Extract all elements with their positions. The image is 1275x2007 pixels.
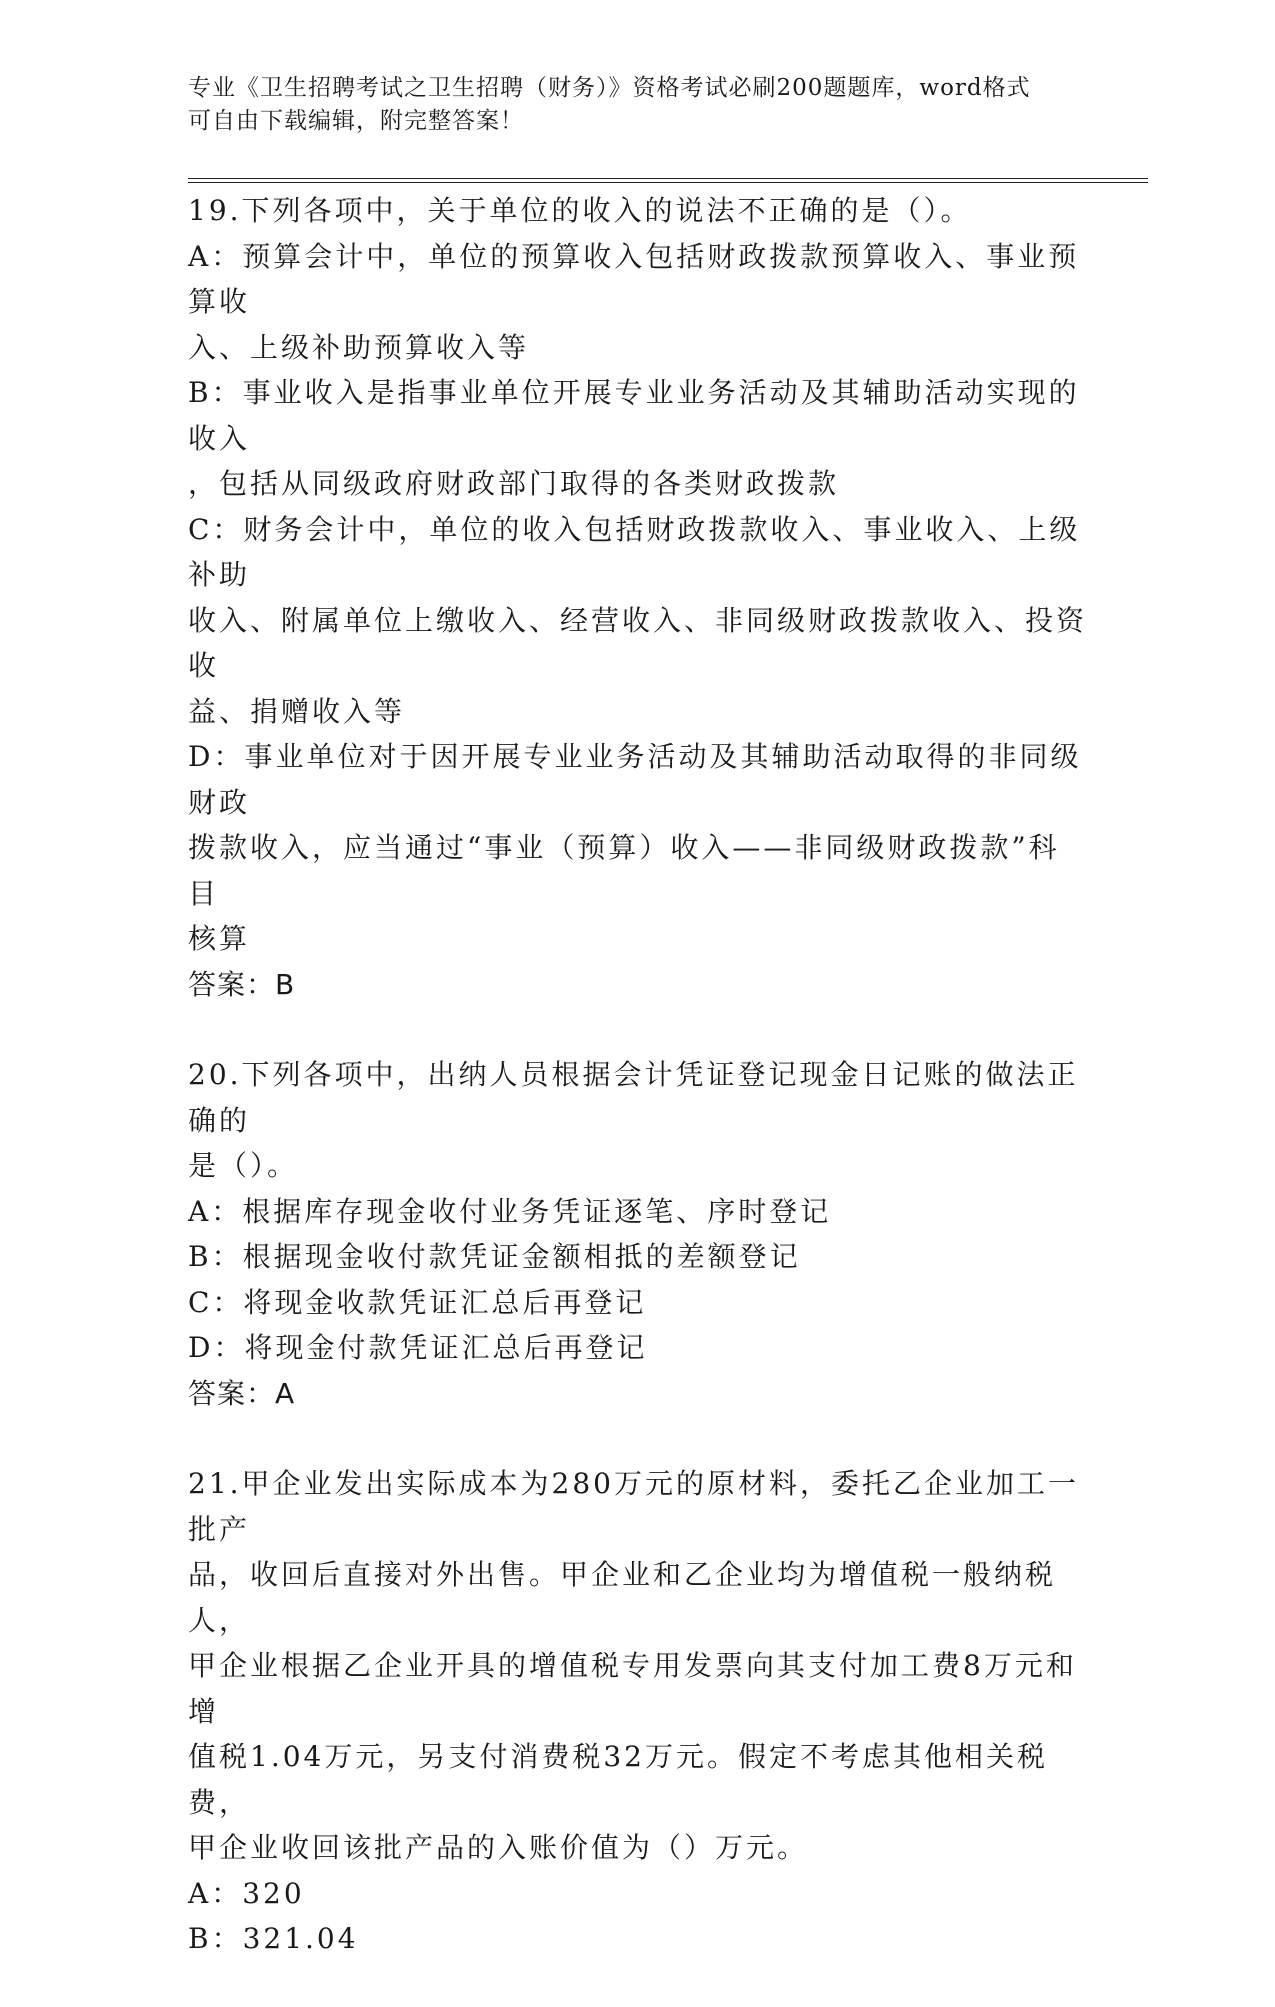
header-divider-bottom — [188, 182, 1148, 183]
header-line-2: 可自由下载编辑，附完整答案！ — [188, 108, 524, 134]
option-c-cont: 收入、附属单位上缴收入、经营收入、非同级财政拨款收入、投资收 — [188, 603, 1088, 682]
question-stem-cont: 是（）。 — [188, 1149, 299, 1182]
option-b-cont: ，包括从同级政府财政部门取得的各类财政拨款 — [188, 467, 840, 500]
answer-label: 答案：A — [188, 1376, 296, 1410]
option-a-cont: 入、上级补助预算收入等 — [188, 330, 530, 364]
document-header — [188, 72, 1068, 138]
question-stem: 20.下列各项中，出纳人员根据会计凭证登记现金日记账的做法正确的 — [188, 1058, 1079, 1137]
question-stem-cont: 品，收回后直接对外出售。甲企业和乙企业均为增值税一般纳税人， — [188, 1558, 1057, 1637]
option-d-cont: 核算 — [188, 922, 251, 955]
option-a: A：根据库存现金收付业务凭证逐笔、序时登记 — [188, 1194, 832, 1228]
option-b: B：根据现金收付款凭证金额相抵的差额登记 — [188, 1240, 801, 1273]
option-d: D：事业单位对于因开展专业业务活动及其辅助活动取得的非同级财政 — [188, 740, 1082, 819]
question-list — [188, 188, 1088, 2007]
header-line-1: 专业《卫生招聘考试之卫生招聘（财务）》资格考试必刷200题题库，word格式 — [188, 75, 1031, 101]
option-d: D：将现金付款凭证汇总后再登记 — [188, 1331, 648, 1364]
option-c: C：财务会计中，单位的收入包括财政拨款收入、事业收入、上级补助 — [188, 512, 1081, 591]
answer-label: 答案：B — [188, 967, 296, 1001]
question-stem: 19.下列各项中，关于单位的收入的说法不正确的是（）。 — [188, 194, 972, 227]
question-stem-cont: 甲企业根据乙企业开具的增值税专用发票向其支付加工费8万元和增 — [188, 1649, 1077, 1728]
question-stem: 21.甲企业发出实际成本为280万元的原材料，委托乙企业加工一批产 — [188, 1467, 1079, 1546]
option-c-cont: 益、捐赠收入等 — [188, 694, 406, 728]
option-b: B：事业收入是指事业单位开展专业业务活动及其辅助活动实现的收入 — [188, 376, 1080, 455]
question-20 — [188, 1052, 1088, 1416]
option-a: A：预算会计中，单位的预算收入包括财政拨款预算收入、事业预算收 — [188, 239, 1080, 318]
header-divider-top — [188, 178, 1148, 179]
question-stem-cont: 甲企业收回该批产品的入账价值为（）万元。 — [188, 1831, 809, 1864]
question-stem-cont: 值税1.04万元，另支付消费税32万元。假定不考虑其他相关税费， — [188, 1740, 1048, 1819]
option-d-cont: 拨款收入，应当通过“事业（预算）收入——非同级财政拨款”科目 — [188, 831, 1060, 910]
question-21 — [188, 1461, 1088, 1962]
option-b: B：321.04 — [188, 1922, 359, 1955]
question-19 — [188, 188, 1088, 1007]
option-a: A：320 — [188, 1876, 305, 1910]
option-c: C：将现金收款凭证汇总后再登记 — [188, 1285, 647, 1319]
